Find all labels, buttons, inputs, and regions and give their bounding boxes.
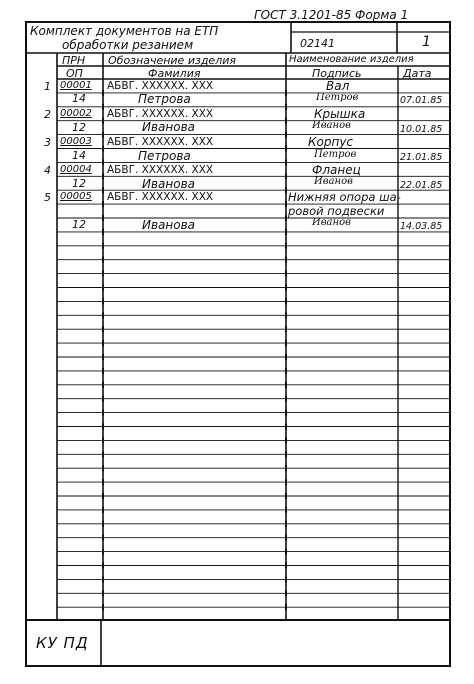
entry-prn: 00001 bbox=[60, 80, 92, 91]
entry-surname: Иванова bbox=[142, 218, 196, 232]
entry-prn: 00005 bbox=[60, 191, 92, 202]
col-header-item-name: Наименование изделия bbox=[289, 54, 414, 65]
entry-op: 14 bbox=[72, 92, 86, 105]
entry-op: 12 bbox=[72, 121, 86, 134]
entry-designation: АБВГ. XXXXXX. XXX bbox=[107, 191, 214, 203]
sheet-number: 1 bbox=[422, 34, 431, 50]
entry-item-name: Фланец bbox=[312, 163, 361, 177]
col-header-date: Дата bbox=[403, 67, 432, 80]
entry-item-name-line-1: Нижняя опора ша- bbox=[288, 190, 401, 204]
entry-op: 12 bbox=[72, 177, 86, 190]
entry-designation: АБВГ. XXXXXX. XXX bbox=[107, 80, 214, 92]
entry-designation: АБВГ. XXXXXX. XXX bbox=[107, 164, 214, 176]
entry-number: 2 bbox=[44, 108, 51, 121]
col-header-prn: ПРН bbox=[62, 54, 86, 67]
entry-number: 1 bbox=[44, 80, 51, 93]
entry-date: 22.01.85 bbox=[400, 180, 443, 191]
entry-item-name-line-2: ровой подвески bbox=[288, 204, 385, 218]
entry-surname: Петрова bbox=[138, 149, 191, 163]
entry-number: 3 bbox=[44, 136, 51, 149]
entry-signature: Иванов bbox=[312, 120, 351, 131]
entry-signature: Иванов bbox=[314, 176, 353, 187]
entry-item-name: Вал bbox=[326, 79, 350, 93]
entry-date: 10.01.85 bbox=[400, 124, 443, 135]
col-header-surname: Фамилия bbox=[148, 67, 201, 80]
entry-designation: АБВГ. XXXXXX. XXX bbox=[107, 136, 214, 148]
entry-surname: Петрова bbox=[138, 92, 191, 106]
standard-label: ГОСТ 3.1201-85 Форма 1 bbox=[254, 8, 409, 22]
col-header-designation: Обозначение изделия bbox=[108, 54, 236, 67]
entry-surname: Иванова bbox=[142, 177, 196, 191]
col-header-op: ОП bbox=[66, 67, 83, 80]
entry-date: 14.03.85 bbox=[400, 221, 443, 232]
entry-number: 5 bbox=[44, 191, 51, 204]
entry-surname: Иванова bbox=[142, 120, 196, 134]
title-line-2: обработки резанием bbox=[62, 38, 194, 52]
col-header-signature: Подпись bbox=[312, 67, 362, 80]
entry-item-name: Крышка bbox=[314, 107, 366, 121]
document-code: 02141 bbox=[300, 37, 335, 50]
entry-designation: АБВГ. XXXXXX. XXX bbox=[107, 108, 214, 120]
entry-prn: 00002 bbox=[60, 108, 92, 119]
entry-prn: 00003 bbox=[60, 136, 92, 147]
entry-item-name: Корпус bbox=[308, 135, 354, 149]
entry-date: 07.01.85 bbox=[400, 95, 443, 106]
entry-number: 4 bbox=[44, 164, 51, 177]
entry-signature: Петров bbox=[314, 149, 357, 160]
entry-date: 21.01.85 bbox=[400, 152, 443, 163]
entry-op: 12 bbox=[72, 218, 86, 231]
entry-prn: 00004 bbox=[60, 164, 92, 175]
footer-label: КУ ПД bbox=[36, 634, 89, 652]
entry-signature: Иванов bbox=[312, 217, 351, 228]
entry-signature: Петров bbox=[316, 92, 359, 103]
title-line-1: Комплект документов на ЕТП bbox=[30, 24, 219, 38]
entry-op: 14 bbox=[72, 149, 86, 162]
